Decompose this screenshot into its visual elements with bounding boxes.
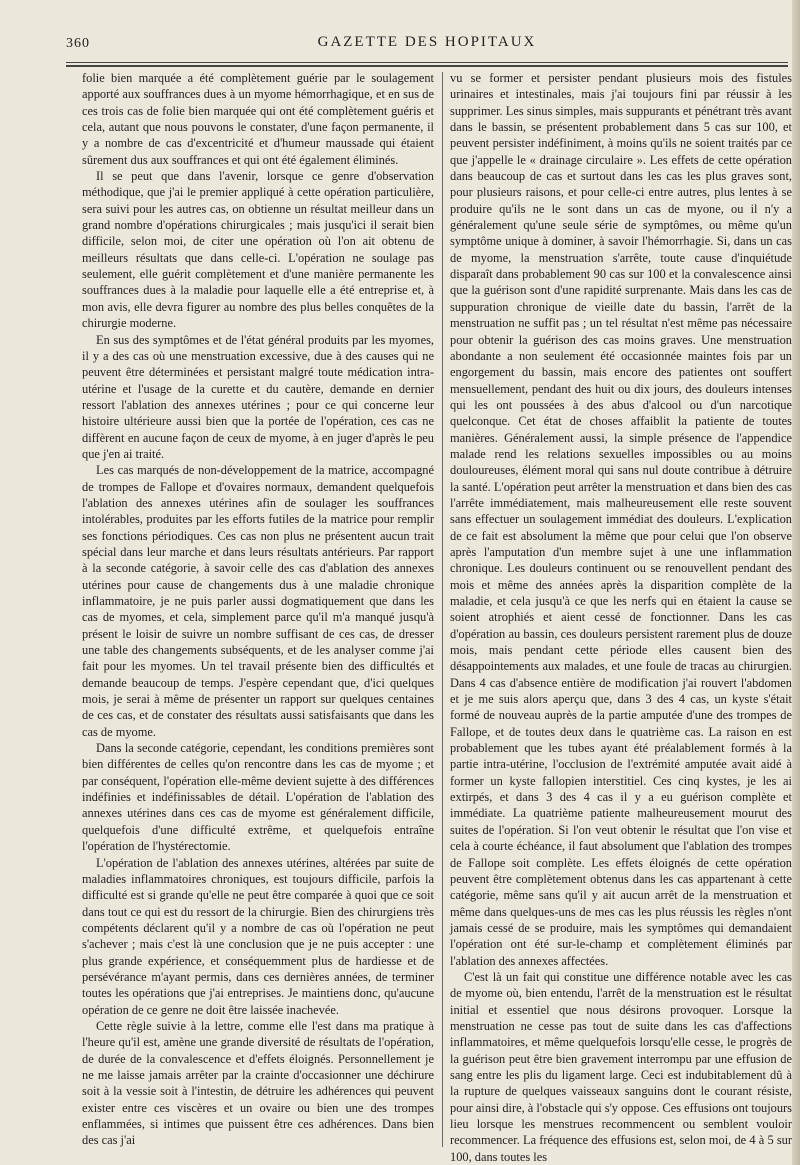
paragraph: C'est là un fait qui constitue une différence notable avec les cas de myome où, bien entendu, l'arrêt de la menstruation est le résultat initial et essentiel que nous désirons provoquer. Lorsque la menstruation ne cesse pas tout de suite dans les cas d'affections inflammatoires, et même quelquefois lorsqu'elle cesse, le progrès de la guérison peut être bien gravement interrompu par une effusion de sang entre les plis du ligament large. Ceci est indubitablement dû à la rupture de quelques vaisseaux sanguins dont le courant résiste, pour ainsi dire, à l'obstacle qui s'y oppose. Ces effusions ont toujours lieu lorsque les menstrues recommencent ou semblent vouloir recommencer. La fréquence des effusions est, selon moi, de 4 à 5 sur 100, dans toutes les xyxy=(450,969,792,1164)
paragraph: Cette règle suivie à la lettre, comme elle l'est dans ma pratique à l'heure qu'il est, amène une grande diversité de résultats de l'opération, de durée de la convalescence et d'effets éloignés. Personnellement je ne me laisse jamais arrêter par la crainte d'occasionner une déchirure soit à la vessie soit à l'intestin, de détruire les adhérences qui peuvent exister entre ces viscères et un ovaire ou bien une des trompes enflammées, si intimes que puissent être ces adhérences. Dans bien des cas j'ai xyxy=(82,1018,434,1148)
paragraph: folie bien marquée a été complètement guérie par le soulagement apporté aux souffrances dues à un myome hémorrhagique, et en sus de ces trois cas de folie bien marquée qui ont été complètement guéris et cela, autant que nous pouvons le constater, d'une façon permanente, il y a nombre de cas d'excentricité et d'humeur maussade qui étaient sûrement dus aux souffrances et qui ont été également éliminés. xyxy=(82,71,434,167)
paragraph: Dans la seconde catégorie, cependant, les conditions premières sont bien différentes de celles qu'on rencontre dans les cas de myome ; et par conséquent, l'opération elle-même devient sujette à des différences indéfinies et indéfinissables de détail. L'opération de l'ablation des annexes utérines dans ces cas de myome est généralement difficile, quelquefois d'une difficulté extrême, et quelquefois entraîne l'opération de l'hystérectomie. xyxy=(82,741,434,854)
page-edge-shadow xyxy=(792,0,800,1165)
paragraph: vu se former et persister pendant plusieurs mois des fistules urinaires et intestinales, mais j'ai toujours fini par réussir à les supprimer. Les sinus simples, mais suppurants et pénétrant très avant dans le bassin, se présentent probablement dans 5 cas sur 100, et peuvent persister indéfiniment, à moins qu'ils ne soient traités par ce que j'appelle le « drainage circulaire ». Les effets de cette opération dans beaucoup de cas et surtout dans les cas les plus graves sont, pour plusieurs raisons, et pour celle-ci entre autres, plus lentes à se produire qu'ils ne le sont dans un cas de myone, ou il n'y a généralement qu'une seule série de symptômes, ou même qu'un symptôme unique à dominer, à savoir l'hémorrhagie. Si, dans un cas de myome, la menstruation s'arrête, toute cause d'inquiétude disparaît dans probablement 90 cas sur 100 et la convalescence ainsi que la guérison sont d'une rapidité surprenante. Mais dans les cas de suppuration chronique de vieille date du bassin, l'arrêt de la menstruation ne suffit pas ; un tel résultat n'est même pas nécessaire pour obtenir la guérison des cas moins graves. Une menstruation abondante a non seulement été occasionnée maintes fois par un engorgement du bassin, mais encore des patientes ont souffert mensuellement, pendant des huit ou dix jours, des douleurs intenses qui les ont poussées à des abus d'alcool ou d'un narcotique quelconque. Cet état de choses affaiblit la patiente de toutes manières. Généralement aussi, la simple présence de l'appendice malade rend les relations sexuelles impossibles ou au moins douloureuses, élément moral qui sans nul doute contribue à détruire la santé. L'opération peut arrêter la menstruation et dans bien des cas l'arrête immédiatement, mais malheureusement elle reste souvent sans effectuer un soulagement immédiat des douleurs. L'explication de ce fait est absolument la même que pour celui que l'on observe après l'amputation d'un membre sujet à une une inflammation chronique. Les douleurs continuent ou se renouvellent pendant des mois et même des années après la disparition complète de la maladie, et cela jusqu'à ce que les nerfs qui en étaient la cause se soient atrophiés et aient cessé de fonctionner. Dans les cas d'opération au bassin, ces douleurs persistent rarement plus de douze mois, mais pendant cette période elles causent bien des désappointements aux malades, et une foule de tracas au chirurgien. Dans 4 cas d'absence entière de modification j'ai rouvert l'abdomen et je me suis alors aperçu que, dans 3 des 4 cas, un kyste s'était formé de nouveau auprès de la partie amputée d'une des trompes de Fallope, et de toutes deux dans le quatrième cas. La raison en est probablement que les tubes ayant été préalablement formés à la partie intra-utérine, l'occlusion de l'extrémité amputée avait aidé à former un kyste fallopien interstitiel. Ces cinq kystes, je les ai extirpés, et dans 3 des 4 cas il y a eu guérison complète et immédiate. La quatrième patiente malheureusement mourut des suites de l'opération. Si l'on veut obtenir le résultat que l'on vise et cela à courte échéance, il faut absolument que l'ablation des trompes de Fallope soit complète. Les effets éloignés de cette opération peuvent être complètement obtenus dans les cas appartenant à cette catégorie, même sans qu'il y ait aucun arrêt de la menstruation et même dans quelques-uns de mes cas les plus réussis les règles n'ont jamais cessé de se produire, mais les symptômes qui demandaient l'opération ont été sur-le-champ et complètement éliminés par l'ablation des annexes affectées. xyxy=(450,71,792,968)
page-header xyxy=(66,34,788,58)
page-number: 360 xyxy=(66,36,90,51)
left-column xyxy=(82,70,434,1150)
paragraph: Les cas marqués de non-développement de la matrice, accompagné de trompes de Fallope et d'ovaires normaux, demandent quelquefois l'ablation des annexes utérines afin de soulager les souffrances intolérables, produites par les efforts futiles de la matrice pour remplir ses fonctions périodiques. Ces cas non plus ne présentent aucun trait spécial dans leur marche et dans leurs résultats antérieurs. Par rapport à la seconde catégorie, à savoir celle des cas d'ablation des annexes utérines pour cause de changements dus à une maladie chronique inflammatoire, je ne puis parler aussi dogmatiquement que dans les cas de myomes, et cela, simplement parce qu'il m'a manqué jusqu'à présent le loisir de suivre un nombre suffisant de ces cas, de dresser une table des changements subséquents, et de les analyser comme j'ai fait pour les myomes. Un tel travail présente bien des difficultés et demande beaucoup de temps. J'espère cependant que, d'ici quelques mois, je serai à même de présenter un rapport sur quelques centaines de ces cas, et de constater des résultats aussi satisfaisants que dans les cas de myome. xyxy=(82,463,434,739)
header-rule xyxy=(66,62,788,63)
column-divider xyxy=(442,72,443,1147)
paragraph: L'opération de l'ablation des annexes utérines, altérées par suite de maladies inflammatoires chroniques, est toujours difficile, parfois la difficulté est si grande qu'elle ne peut être comparée à quoi que ce soit dans tout ce qui est du ressort de la chirurgie. Bien des chirurgiens très compétents déclarent qu'il y a nombre de cas où l'opération ne peut s'achever ; mais c'est là une conclusion que je ne puis accepter : une plus grande expérience, et conséquemment plus de hardiesse et de persévérance m'ayant permis, dans ces dernières années, de terminer toutes les opérations que j'ai entreprises. Je maintiens donc, qu'aucune opération de ce genre ne doit être laissée inachevée. xyxy=(82,855,434,1017)
paragraph: En sus des symptômes et de l'état général produits par les myomes, il y a des cas où une menstruation excessive, due à des causes qui ne peuvent être déterminées et persistant malgré toute médication intra-utérine et l'usage de la curette et du cautère, demande en dernier ressort l'ablation des annexes utérines ; pour ce qui concerne leur histoire ultérieure aussi bien que la portée de l'opération, ces cas ne diffèrent en aucune façon de ceux de myome, à en juger d'après le peu que j'en ai traité. xyxy=(82,332,434,461)
running-title: GAZETTE DES HOPITAUX xyxy=(317,34,537,50)
right-column xyxy=(450,70,792,1164)
header-rule-thick xyxy=(66,65,788,67)
paragraph: Il se peut que dans l'avenir, lorsque ce genre d'observation méthodique, que j'ai le premier appliqué à cette opération particulière, sera suivi pour les autres cas, on obtienne un résultat meilleur dans un grand nombre d'opérations chirurgicales ; mais jusqu'ici il serait bien difficile, selon moi, de citer une opération où l'on ait obtenu de meilleurs résultats que dans celle-ci. L'opération ne soulage pas seulement, elle guérit complètement et d'une manière permanente les souffrances dues à la maladie pour laquelle elle a été entreprise et, à mon avis, elle devra figurer au nombre des plus belles conquêtes de la chirurgie moderne. xyxy=(82,169,434,331)
